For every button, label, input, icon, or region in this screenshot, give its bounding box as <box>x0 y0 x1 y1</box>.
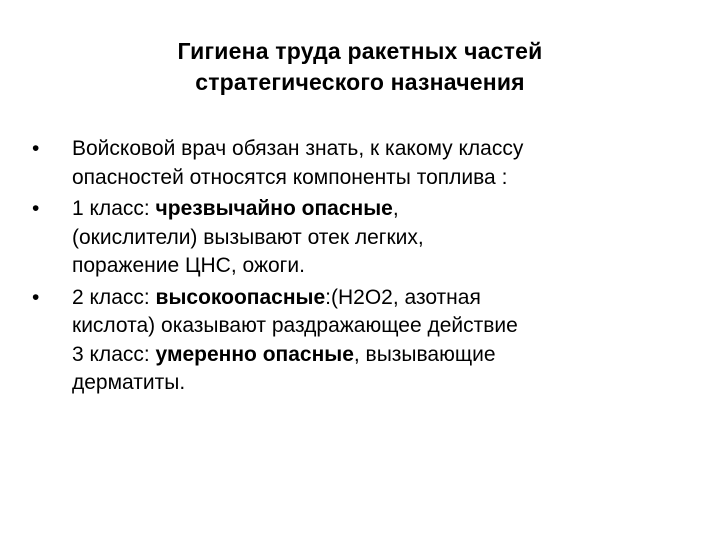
bullet-2-line-3: поражение ЦНС, ожоги. <box>72 254 305 277</box>
bullet-1-line-1: Войсковой врач обязан знать, к какому классу <box>72 137 524 160</box>
class-1-label: 1 класс: <box>72 197 156 220</box>
bullet-list <box>32 135 682 401</box>
bullet-3-line-2: кислота) оказывают раздражающее действие <box>72 314 518 337</box>
bullet-1-line-2: опасностей относятся компоненты топлива : <box>72 165 508 189</box>
class-3-name: умеренно опасные <box>155 342 354 366</box>
bullet-3-line-4: дерматиты. <box>72 371 186 394</box>
title-line-2: стратегического назначения <box>195 69 525 95</box>
class-1-suffix: , <box>392 197 399 220</box>
class-3-label: 3 класс: <box>72 342 156 366</box>
bullet-3-line-1 <box>72 284 682 313</box>
bullet-item-1 <box>32 135 682 192</box>
class-2-suffix: :(Н2О2, азотная <box>325 285 481 309</box>
bullet-3-line-3 <box>72 341 682 370</box>
class-2-name: высокоопасные <box>155 285 326 309</box>
bullet-dot-icon: • <box>32 285 40 309</box>
title-line-1: Гигиена труда ракетных частей <box>177 38 543 64</box>
bullet-2-line-1 <box>72 195 682 224</box>
class-1-name: чрезвычайно опасные <box>155 197 393 220</box>
class-2-label: 2 класс: <box>72 285 156 309</box>
bullet-dot-icon: • <box>32 197 40 220</box>
bullet-2-line-2: (окислители) вызывают отек легких, <box>72 225 424 249</box>
slide-title <box>40 36 680 98</box>
bullet-dot-icon: • <box>32 137 40 160</box>
class-3-suffix: , вызывающие <box>353 342 496 366</box>
bullet-item-3 <box>32 284 682 398</box>
bullet-item-2 <box>32 195 682 281</box>
